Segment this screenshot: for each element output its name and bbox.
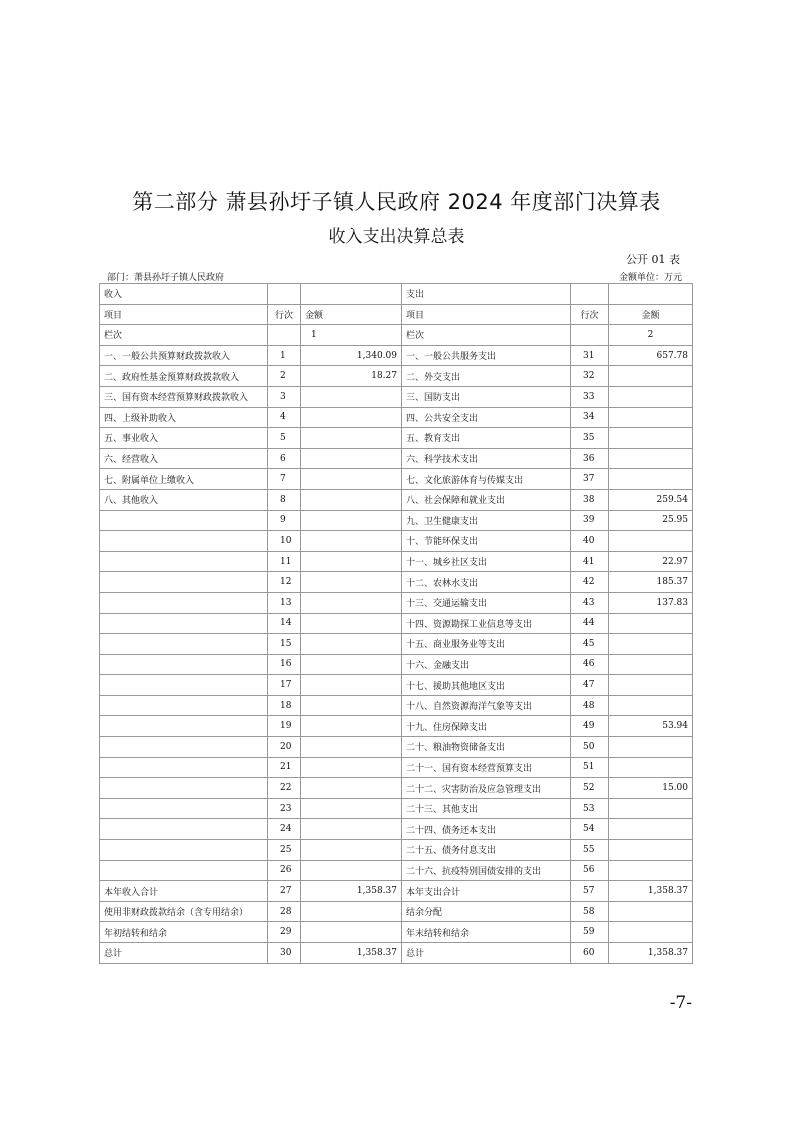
income-amount: [301, 778, 402, 799]
expense-amount: [609, 860, 693, 881]
expense-item: 二十四、债务还本支出: [402, 819, 571, 840]
income-amount: [301, 510, 402, 531]
expense-item: 二十二、灾害防治及应急管理支出: [402, 778, 571, 799]
income-item: 四、上级补助收入: [100, 407, 268, 428]
expense-line-no: 57: [571, 881, 609, 902]
department-label: 部门：萧县孙圩子镇人民政府: [107, 273, 225, 283]
income-amount: [301, 469, 402, 490]
income-item: [100, 860, 268, 881]
expense-amount: 22.97: [609, 551, 693, 572]
income-line-no: 13: [268, 592, 301, 613]
expense-item: 十八、自然资源海洋气象等支出: [402, 695, 571, 716]
income-line-no: 7: [268, 469, 301, 490]
expense-item: 十五、商业服务业等支出: [402, 634, 571, 655]
table-row: [100, 386, 693, 407]
income-item: [100, 757, 268, 778]
income-item: [100, 737, 268, 758]
income-amount: [301, 654, 402, 675]
income-line-no: 10: [268, 531, 301, 552]
table-row: [100, 366, 693, 387]
income-item: [100, 654, 268, 675]
expense-amount: [609, 798, 693, 819]
income-header: 收入: [100, 284, 268, 305]
income-line-no: 8: [268, 489, 301, 510]
income-line-no: 6: [268, 448, 301, 469]
expense-amount: [609, 922, 693, 943]
column-no-label: 栏次: [100, 325, 268, 346]
column-number-row: [100, 325, 693, 346]
table-row: [100, 716, 693, 737]
income-amount: [301, 428, 402, 449]
expense-line-no: 50: [571, 737, 609, 758]
table-row: [100, 592, 693, 613]
table-row: [100, 572, 693, 593]
expense-line-no: 55: [571, 840, 609, 861]
table-row: [100, 675, 693, 696]
expense-line-no: 49: [571, 716, 609, 737]
expense-item: 六、科学技术支出: [402, 448, 571, 469]
income-amount: 18.27: [301, 366, 402, 387]
expense-line-no: 46: [571, 654, 609, 675]
expense-item: 年末结转和结余: [402, 922, 571, 943]
income-line-no: 20: [268, 737, 301, 758]
expense-line-no: 39: [571, 510, 609, 531]
expense-amount: [609, 901, 693, 922]
expense-amount: [609, 675, 693, 696]
line-no-header: 行次: [571, 304, 609, 325]
page-title: 第二部分 萧县孙圩子镇人民政府 2024 年度部门决算表: [132, 190, 661, 214]
expense-line-no: 58: [571, 901, 609, 922]
table-header-row: [100, 304, 693, 325]
income-item: 八、其他收入: [100, 489, 268, 510]
income-line-no: 27: [268, 881, 301, 902]
expense-item: 二十六、抗疫特别国债安排的支出: [402, 860, 571, 881]
income-item: 年初结转和结余: [100, 922, 268, 943]
income-item: [100, 572, 268, 593]
expense-line-no: 32: [571, 366, 609, 387]
income-amount: [301, 407, 402, 428]
expense-item: 十二、农林水支出: [402, 572, 571, 593]
expense-line-no: 56: [571, 860, 609, 881]
income-item: 总计: [100, 943, 268, 964]
expense-amount: 1,358.37: [609, 943, 693, 964]
expense-column-no: 2: [609, 325, 693, 346]
income-amount: [301, 840, 402, 861]
income-amount: [301, 572, 402, 593]
expense-line-no: 43: [571, 592, 609, 613]
expense-amount: 185.37: [609, 572, 693, 593]
income-amount: [301, 634, 402, 655]
expense-header: 支出: [402, 284, 571, 305]
expense-item: 一、一般公共服务支出: [402, 345, 571, 366]
income-line-no: 28: [268, 901, 301, 922]
table-header-row: [100, 284, 693, 305]
income-amount: [301, 613, 402, 634]
expense-amount: [609, 819, 693, 840]
expense-amount: 137.83: [609, 592, 693, 613]
table-row: [100, 407, 693, 428]
income-line-no: 29: [268, 922, 301, 943]
income-line-no: 18: [268, 695, 301, 716]
income-item: 七、附属单位上缴收入: [100, 469, 268, 490]
table-row: [100, 510, 693, 531]
income-line-no: 16: [268, 654, 301, 675]
income-item: [100, 613, 268, 634]
expense-item: 结余分配: [402, 901, 571, 922]
income-amount: [301, 489, 402, 510]
table-row: [100, 613, 693, 634]
expense-line-no: 31: [571, 345, 609, 366]
item-header: 项目: [402, 304, 571, 325]
table-row: [100, 757, 693, 778]
income-line-no: 26: [268, 860, 301, 881]
item-header: 项目: [100, 304, 268, 325]
expense-item: 三、国防支出: [402, 386, 571, 407]
income-amount: [301, 448, 402, 469]
income-amount: [301, 695, 402, 716]
expense-amount: 25.95: [609, 510, 693, 531]
expense-item: 二、外交支出: [402, 366, 571, 387]
table-row: [100, 428, 693, 449]
expense-line-no: 35: [571, 428, 609, 449]
expense-item: 十六、金融支出: [402, 654, 571, 675]
expense-amount: [609, 757, 693, 778]
expense-item: 二十、粮油物资储备支出: [402, 737, 571, 758]
income-amount: [301, 860, 402, 881]
table-row: [100, 778, 693, 799]
table-row: [100, 819, 693, 840]
expense-amount: 657.78: [609, 345, 693, 366]
table-row: [100, 551, 693, 572]
table-row: [100, 489, 693, 510]
expense-item: 总计: [402, 943, 571, 964]
expense-line-no: 52: [571, 778, 609, 799]
income-amount: 1,358.37: [301, 943, 402, 964]
income-item: [100, 531, 268, 552]
expense-amount: [609, 634, 693, 655]
expense-amount: 259.54: [609, 489, 693, 510]
income-item: [100, 798, 268, 819]
income-item: [100, 840, 268, 861]
expense-amount: [609, 613, 693, 634]
expense-line-no: 37: [571, 469, 609, 490]
income-line-no: 4: [268, 407, 301, 428]
expense-item: 九、卫生健康支出: [402, 510, 571, 531]
table-row: [100, 531, 693, 552]
expense-amount: [609, 531, 693, 552]
income-line-no: 2: [268, 366, 301, 387]
income-amount: [301, 819, 402, 840]
expense-item: 八、社会保障和就业支出: [402, 489, 571, 510]
expense-line-no: 33: [571, 386, 609, 407]
income-item: [100, 716, 268, 737]
expense-line-no: 59: [571, 922, 609, 943]
income-amount: 1,340.09: [301, 345, 402, 366]
income-line-no: 24: [268, 819, 301, 840]
table-row: [100, 798, 693, 819]
income-line-no: 25: [268, 840, 301, 861]
column-no-label: 栏次: [402, 325, 571, 346]
income-amount: [301, 531, 402, 552]
form-number: 公开 01 表: [626, 253, 680, 266]
expense-amount: 15.00: [609, 778, 693, 799]
table-row: [100, 860, 693, 881]
expense-item: 十七、援助其他地区支出: [402, 675, 571, 696]
table-row: [100, 901, 693, 922]
expense-line-no: 60: [571, 943, 609, 964]
income-amount: [301, 592, 402, 613]
income-line-no: 11: [268, 551, 301, 572]
expense-item: 二十一、国有资本经营预算支出: [402, 757, 571, 778]
income-line-no: 15: [268, 634, 301, 655]
income-line-no: 1: [268, 345, 301, 366]
income-item: [100, 819, 268, 840]
expense-line-no: 42: [571, 572, 609, 593]
expense-line-no: 48: [571, 695, 609, 716]
income-amount: [301, 757, 402, 778]
expense-amount: [609, 428, 693, 449]
income-amount: [301, 737, 402, 758]
expense-line-no: 34: [571, 407, 609, 428]
income-line-no: 9: [268, 510, 301, 531]
table-row: [100, 695, 693, 716]
expense-item: 十四、资源勘探工业信息等支出: [402, 613, 571, 634]
income-line-no: 14: [268, 613, 301, 634]
expense-item: 十九、住房保障支出: [402, 716, 571, 737]
expense-line-no: 36: [571, 448, 609, 469]
income-amount: [301, 716, 402, 737]
expense-amount: 1,358.37: [609, 881, 693, 902]
income-amount: [301, 922, 402, 943]
income-amount: [301, 675, 402, 696]
expense-item: 二十五、债务付息支出: [402, 840, 571, 861]
income-item: [100, 634, 268, 655]
expense-line-no: 44: [571, 613, 609, 634]
income-amount: [301, 551, 402, 572]
income-item: 三、国有资本经营预算财政拨款收入: [100, 386, 268, 407]
expense-amount: [609, 366, 693, 387]
income-item: [100, 551, 268, 572]
expense-amount: [609, 448, 693, 469]
expense-amount: [609, 695, 693, 716]
expense-line-no: 40: [571, 531, 609, 552]
expense-item: 十一、城乡社区支出: [402, 551, 571, 572]
income-column-no: 1: [301, 325, 402, 346]
expense-item: 七、文化旅游体育与传媒支出: [402, 469, 571, 490]
income-line-no: 19: [268, 716, 301, 737]
expense-item: 十三、交通运输支出: [402, 592, 571, 613]
income-item: 一、一般公共预算财政拨款收入: [100, 345, 268, 366]
expense-amount: [609, 654, 693, 675]
expense-line-no: 51: [571, 757, 609, 778]
table-row: [100, 345, 693, 366]
expense-item: 本年支出合计: [402, 881, 571, 902]
table-row: [100, 922, 693, 943]
table-subtitle: 收入支出决算总表: [328, 227, 465, 247]
income-line-no: 21: [268, 757, 301, 778]
income-line-no: 22: [268, 778, 301, 799]
income-amount: [301, 386, 402, 407]
amount-unit-label: 金额单位：万元: [618, 273, 682, 283]
expense-amount: [609, 840, 693, 861]
expense-line-no: 54: [571, 819, 609, 840]
expense-item: 五、教育支出: [402, 428, 571, 449]
expense-line-no: 45: [571, 634, 609, 655]
income-item: 六、经营收入: [100, 448, 268, 469]
line-no-header: 行次: [268, 304, 301, 325]
table-row: [100, 469, 693, 490]
expense-amount: [609, 386, 693, 407]
income-expense-table: [99, 283, 693, 964]
income-item: 五、事业收入: [100, 428, 268, 449]
income-amount: 1,358.37: [301, 881, 402, 902]
expense-amount: 53.94: [609, 716, 693, 737]
income-item: 二、政府性基金预算财政拨款收入: [100, 366, 268, 387]
income-item: 本年收入合计: [100, 881, 268, 902]
income-amount: [301, 901, 402, 922]
amount-header: 金额: [301, 304, 402, 325]
income-line-no: 23: [268, 798, 301, 819]
income-item: [100, 778, 268, 799]
income-line-no: 30: [268, 943, 301, 964]
table-row: [100, 881, 693, 902]
income-item: 使用非财政拨款结余（含专用结余）: [100, 901, 268, 922]
expense-item: 二十三、其他支出: [402, 798, 571, 819]
expense-line-no: 41: [571, 551, 609, 572]
income-line-no: 12: [268, 572, 301, 593]
table-row: [100, 943, 693, 964]
table-row: [100, 634, 693, 655]
expense-amount: [609, 469, 693, 490]
income-line-no: 3: [268, 386, 301, 407]
income-amount: [301, 798, 402, 819]
expense-line-no: 38: [571, 489, 609, 510]
expense-item: 十、节能环保支出: [402, 531, 571, 552]
expense-amount: [609, 407, 693, 428]
expense-item: 四、公共安全支出: [402, 407, 571, 428]
income-item: [100, 675, 268, 696]
page-number: -7-: [669, 993, 692, 1013]
table-row: [100, 840, 693, 861]
expense-line-no: 53: [571, 798, 609, 819]
income-item: [100, 695, 268, 716]
amount-header: 金额: [609, 304, 693, 325]
income-item: [100, 510, 268, 531]
table-row: [100, 448, 693, 469]
expense-amount: [609, 737, 693, 758]
income-line-no: 5: [268, 428, 301, 449]
table-row: [100, 737, 693, 758]
table-row: [100, 654, 693, 675]
income-item: [100, 592, 268, 613]
income-line-no: 17: [268, 675, 301, 696]
expense-line-no: 47: [571, 675, 609, 696]
